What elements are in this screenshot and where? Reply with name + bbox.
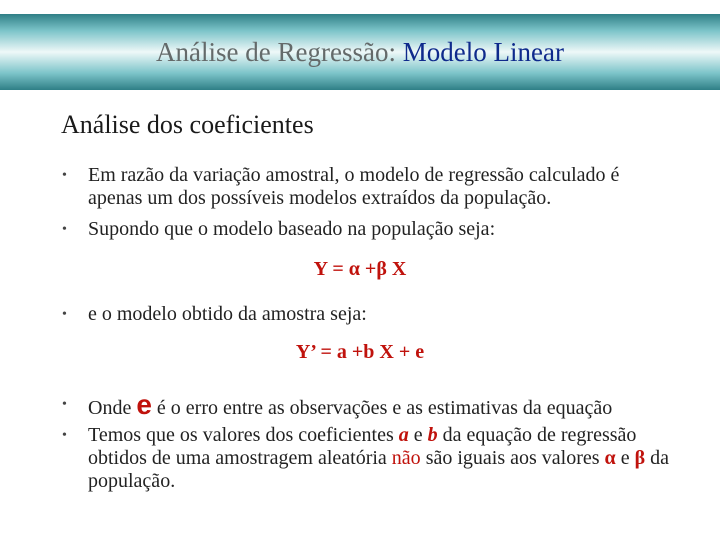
bullet-marker: • xyxy=(62,222,67,237)
text-fragment: e xyxy=(413,424,423,446)
bullet-text: Supondo que o modelo baseado na população seja: xyxy=(88,218,496,240)
beta-symbol: β xyxy=(634,447,646,469)
text-fragment: Onde xyxy=(88,397,132,419)
bullet-text xyxy=(88,424,678,493)
title-part-2: Modelo Linear xyxy=(402,36,564,67)
text-fragment: são iguais aos valores xyxy=(425,447,600,469)
bullet-marker: • xyxy=(62,397,67,412)
text-fragment: da equação de regressão obtidos de uma amostragem aleatória xyxy=(88,424,637,469)
bullet-text xyxy=(88,389,678,420)
bullet-marker: • xyxy=(62,307,67,322)
section-heading: Análise dos coeficientes xyxy=(61,110,314,139)
population-formula: Y = α +β X xyxy=(313,258,407,280)
bullet-marker: • xyxy=(62,428,67,443)
text-fragment: é o erro entre as observações e as estimativas da equação xyxy=(156,397,613,419)
text-fragment: da população. xyxy=(88,447,670,492)
bullet-text: e o modelo obtido da amostra seja: xyxy=(88,303,367,325)
title-part-1: Análise de Regressão: xyxy=(156,36,396,67)
text-fragment: e xyxy=(620,447,630,469)
coef-b: b xyxy=(427,424,438,446)
slide-title xyxy=(156,37,564,68)
bullet-text: Em razão da variação amostral, o modelo de regressão calculado é apenas um dos possíveis modelos extraídos da população. xyxy=(88,164,620,209)
emphasis-nao: não xyxy=(391,447,421,469)
error-symbol: e xyxy=(136,389,152,420)
sample-formula: Y’ = a +b X + e xyxy=(295,341,425,363)
text-fragment: Temos que os valores dos coeficientes xyxy=(88,424,394,446)
bullet-marker: • xyxy=(62,168,67,183)
alpha-symbol: α xyxy=(604,447,616,469)
title-bar xyxy=(0,14,720,90)
coef-a: a xyxy=(398,424,409,446)
